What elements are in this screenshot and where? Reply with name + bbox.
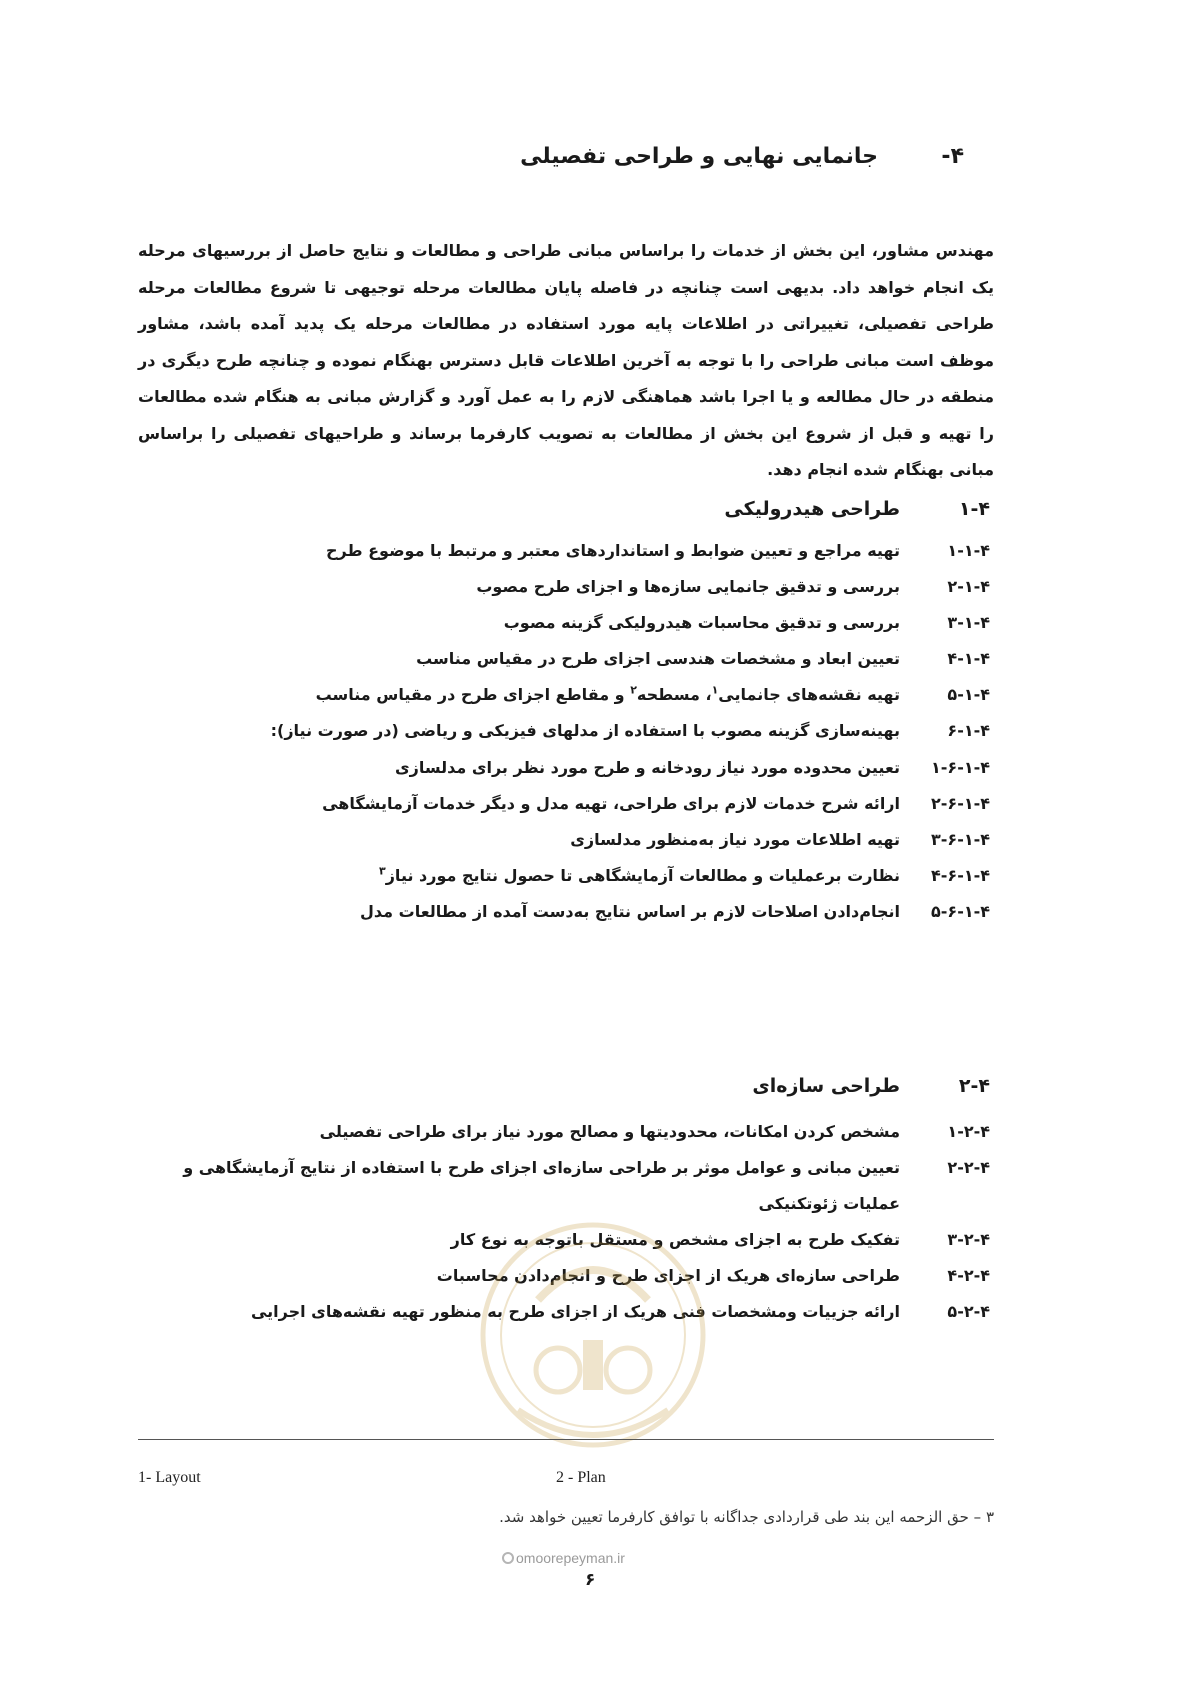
section-2-label: طراحی سازه‌ای [752,1075,900,1097]
watermark-site: omoorepeyman.ir [502,1550,625,1566]
list-item: ۵-۲-۴ ارائه جزییات ومشخصات فنی هریک از اجزای طرح به منظور تهیه نقشه‌های اجرایی [250,1302,990,1321]
list-item: ۳-۱-۴ بررسی و تدقیق محاسبات هیدرولیکی گزینه مصوب [503,613,990,632]
footnote-ref: ۳ [379,864,386,878]
chapter-number: ۴- [941,144,964,169]
section-1-title [470,498,990,520]
footnote-1: 1- Layout [138,1469,201,1486]
footnote-3: ۳ – حق الزحمه این بند طی قراردادی جداگانه با توافق کارفرما تعیین خواهد شد. [499,1508,994,1526]
page-number: ۶ [585,1570,596,1590]
chapter-title: جانمایی نهایی و طراحی تفصیلی [520,144,878,169]
sub-list-item: ۱-۶-۱-۴ تعیین محدوده مورد نیاز رودخانه و طرح مورد نظر برای مدلسازی [394,758,990,777]
list-item: ۲-۲-۴ تعیین مبانی و عوامل موثر بر طراحی سازه‌ای اجزای طرح با استفاده از نتایج آزمایشگاهی و عملیات ژئوتکنیکی [183,1158,990,1213]
footnote-divider [138,1439,994,1440]
chapter-heading [520,144,964,169]
section-2-items [134,1114,990,1330]
sub-list-item: ۴-۶-۱-۴ نظارت برعملیات و مطالعات آزمایشگاهی تا حصول نتایج مورد نیاز$^۳$ [379,864,990,885]
section-1-items [270,533,990,749]
list-item: ۱-۱-۴ تهیه مراجع و تعیین ضوابط و استانداردهای معتبر و مرتبط با موضوع طرح [326,541,990,560]
section-1-label: طراحی هیدرولیکی [724,498,900,520]
sub-list-item: ۲-۶-۱-۴ ارائه شرح خدمات لازم برای طراحی، تهیه مدل و دیگر خدمات آزمایشگاهی [322,794,990,813]
at-icon [502,1552,514,1564]
section-1-number: ۱-۴ [958,498,990,520]
sub-list-item: ۳-۶-۱-۴ تهیه اطلاعات مورد نیاز به‌منظور مدلسازی [570,830,990,849]
list-item: ۵-۱-۴ تهیه نقشه‌های جانمایی$^۱$، مسطحه$^۲$ و مقاطع اجزای طرح در مقیاس مناسب [315,683,990,704]
sub-list-item: ۵-۶-۱-۴ انجام‌دادن اصلاحات لازم بر اساس نتایج به‌دست آمده از مطالعات مدل [360,902,990,921]
list-item: ۶-۱-۴ بهینه‌سازی گزینه مصوب با استفاده از مدلهای فیزیکی و ریاضی (در صورت نیاز): [270,721,990,740]
list-item: ۴-۱-۴ تعیین ابعاد و مشخصات هندسی اجزای طرح در مقیاس مناسب [416,649,990,668]
section-2-number: ۲-۴ [958,1075,990,1097]
section-1-subitems [270,750,990,930]
footnote-ref: ۲ [630,683,637,697]
list-item: ۱-۲-۴ مشخص کردن امکانات، محدودیتها و مصالح مورد نیاز برای طراحی تفصیلی [319,1122,990,1141]
list-item: ۳-۲-۴ تفکیک طرح به اجزای مشخص و مستقل باتوجه به نوع کار [450,1230,990,1249]
list-item: ۲-۱-۴ بررسی و تدقیق جانمایی سازه‌ها و اجزای طرح مصوب [476,577,990,596]
footnote-2: 2 - Plan [556,1469,606,1486]
intro-paragraph: مهندس مشاور، این بخش از خدمات را براساس مبانی طراحی و مطالعات و نتایج حاصل از بررسیهای مرحله یک انجام خواهد داد. بدیهی است چنانچه در فاصله پایان مطالعات مرحله توجیهی تا شروع مطالعات مرحله طراحی تفصیلی، تغییراتی در اطلاعات پایه مورد استفاده در مطالعات مرحله یک پدید آمده باشد، مشاور موظف است مبانی طراحی را با توجه به آخرین اطلاعات قابل دسترس بهنگام نموده و چنانچه طرح دیگری در منطقه در حال مطالعه و یا اجرا باشد هماهنگی لازم را به عمل آورد و گزارش مبانی به هنگام شده مطالعات را تهیه و قبل از شروع این بخش از مطالعات به تصویب کارفرما برساند و طراحیهای تفصیلی را براساس مبانی بهنگام شده انجام دهد. [138,241,994,479]
section-2-title [470,1075,990,1097]
footnote-ref: ۱ [711,683,719,697]
list-item: ۴-۲-۴ طراحی سازه‌ای هریک از اجزای طرح و انجام‌دادن محاسبات [436,1266,990,1285]
